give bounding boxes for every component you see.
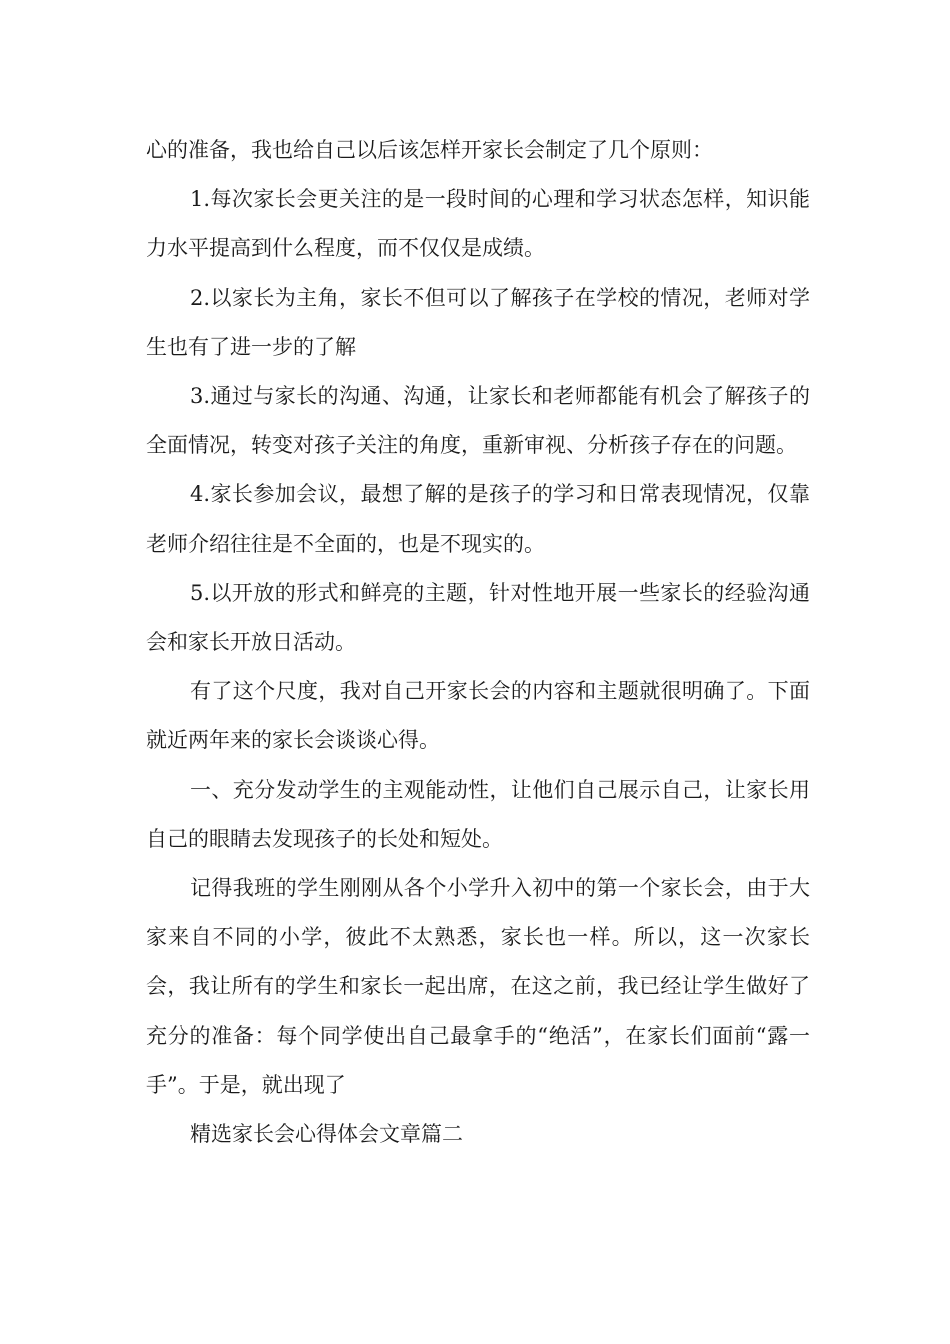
paragraph-principle-5: 5.以开放的形式和鲜亮的主题，针对性地开展一些家长的经验沟通会和家长开放日活动。 (146, 580, 810, 655)
paragraph-principle-3: 3.通过与家长的沟通、沟通，让家长和老师都能有机会了解孩子的全面情况，转变对孩子关注的角度，重新审视、分析孩子存在的问题。 (146, 384, 810, 458)
paragraph-intro: 心的准备，我也给自己以后该怎样开家长会制定了几个原则： (146, 138, 713, 162)
paragraph-story: 记得我班的学生刚刚从各个小学升入初中的第一个家长会，由于大家来自不同的小学，彼此不太熟悉，家长也一样。所以，这一次家长会，我让所有的学生和家长一起出席，在这之前，我已经让学生做好了充分的准备：每个同学使出自己最拿手的“绝活”，在家长们面前“露一手”。于是，就出现了 (146, 876, 810, 1097)
paragraph-section-one: 一、充分发动学生的主观能动性，让他们自己展示自己，让家长用自己的眼睛去发现孩子的长处和短处。 (146, 777, 810, 851)
paragraph-principle-4: 4.家长参加会议，最想了解的是孩子的学习和日常表现情况，仅靠老师介绍往往是不全面的，也是不现实的。 (146, 482, 810, 556)
paragraph-principle-2: 2.以家长为主角，家长不但可以了解孩子在学校的情况，老师对学生也有了进一步的了解 (146, 285, 810, 359)
paragraph-principle-1: 1.每次家长会更关注的是一段时间的心理和学习状态怎样，知识能力水平提高到什么程度，而不仅仅是成绩。 (146, 187, 810, 261)
document-body (146, 126, 810, 1159)
paragraph-article-heading: 精选家长会心得体会文章篇二 (190, 1122, 463, 1147)
paragraph-scale: 有了这个尺度，我对自己开家长会的内容和主题就很明确了。下面就近两年来的家长会谈谈心得。 (146, 679, 810, 753)
